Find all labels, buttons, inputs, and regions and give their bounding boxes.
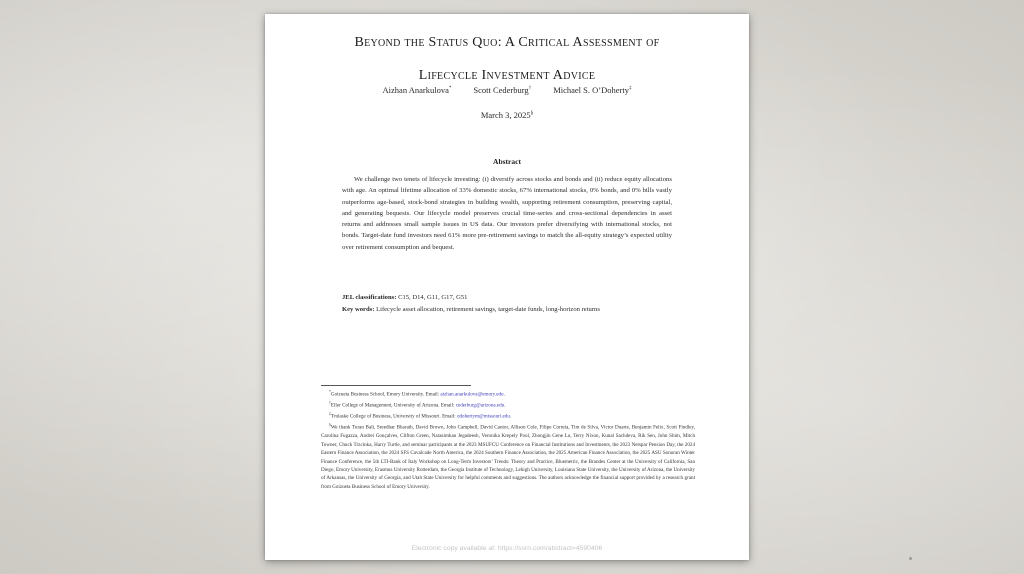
abstract-text: We challenge two tenets of lifecycle investing: (i) diversify across stocks and bonds and (ii) reduce equity allocations with age. An optimal lifetime allocation of 33% domestic stocks, 67% international stocks, 0% bonds, and 0% bills vastly outperforms age-based, stock-bond strategies in building wealth, supporting retirement consumption, preserving capital, and generating bequests. Our lifecycle model preserves crucial time-series and cross-sectional dependencies in asset returns and addresses small sample issues in US data. Our investors prefer diversifying with international stocks, not bonds. Target-date fund investors need 61% more pre-retirement savings to match the all-equity strategy’s expected utility over retirement consumption and bequest. bbox=[342, 176, 672, 251]
jel-classifications: JEL classifications: C15, D14, G11, G17, G51 bbox=[342, 294, 468, 301]
paper-page bbox=[265, 14, 749, 560]
footnote-3: ‡Trulaske College of Business, University of Missouri. Email: odohertym@missouri.edu. bbox=[329, 412, 512, 420]
background-speck bbox=[909, 557, 912, 560]
paper-date: March 3, 2025§ bbox=[480, 110, 534, 120]
footnotes bbox=[321, 388, 695, 491]
key-words: Key words: Lifecycle asset allocation, retirement savings, target-date funds, long-horizon returns bbox=[342, 306, 600, 313]
abstract-heading: Abstract bbox=[493, 157, 521, 166]
title-line-1: Beyond the Status Quo: A Critical Assessment of bbox=[354, 35, 660, 50]
electronic-copy-watermark: Electronic copy available at: https://ssrn.com/abstract=4590406 bbox=[411, 545, 603, 552]
footnote-2: †Eller College of Management, University of Arizona. Email: cederburg@arizona.edu. bbox=[329, 401, 506, 409]
author-3: Michael S. O’Doherty‡ bbox=[553, 85, 632, 95]
author-2: Scott Cederburg† bbox=[473, 85, 532, 95]
footnote-acknowledgment: §We thank Turan Bali, Sreedhar Bharath, David Brown, John Campbell, David Cantor, Allison Cole, Filipe Correia, Tim de Silva, Victor Duarte, Benjamin Felix, Scott Findley, Carolina Fugazza, Andrei Gonçalves, Clifton Green, Narasimhan Jegadeesh, Veronika Krepely Pool, Zhongjin Gene Lu, Terry Nixon, Kunal Sachdeva, Rik Sen, John Shim, Mitch Towner, Chuck Trzcinka, Harry Turtle, and seminar participants at the 2023 MSUFCU Conference on Financial Institutions and Investments, the 2023 Netspar Pension Day, the 2024 Eastern Finance Association, the 2024 SFS Cavalcade North America, the 2024 Southern Finance Association, the 2025 American Finance Association, the 2025 ASU Sonoran Winter Finance Conference, the 5th LTI-Bank of Italy Workshop on Long-Term Investors’ Trends: Theory and Practice, Bluemetric, the Brandes Center at the University of California, San Diego, Emory University, Erasmus University Rotterdam, the Georgia Institute of Technology, Lehigh University, Louisiana State University, the University of Arizona, the University of Arkansas, the University of Georgia, and Utah State University for helpful comments and suggestions. The authors acknowledge the financial support provided by a research grant from Goizueta Business School of Emory University. bbox=[321, 423, 695, 490]
footnote-divider bbox=[321, 385, 471, 386]
email-link-2[interactable]: cederburg@arizona.edu. bbox=[455, 402, 506, 409]
author-list bbox=[265, 85, 749, 95]
email-link-3[interactable]: odohertym@missouri.edu. bbox=[456, 413, 512, 420]
title-line-2: Lifecycle Investment Advice bbox=[418, 68, 596, 83]
email-link-1[interactable]: aizhan.anarkulova@emory.edu. bbox=[440, 391, 505, 398]
paper-title bbox=[265, 26, 749, 92]
footnote-1: *Goizueta Business School, Emory University. Email: aizhan.anarkulova@emory.edu. bbox=[329, 390, 505, 398]
author-1: Aizhan Anarkulova* bbox=[382, 85, 452, 95]
